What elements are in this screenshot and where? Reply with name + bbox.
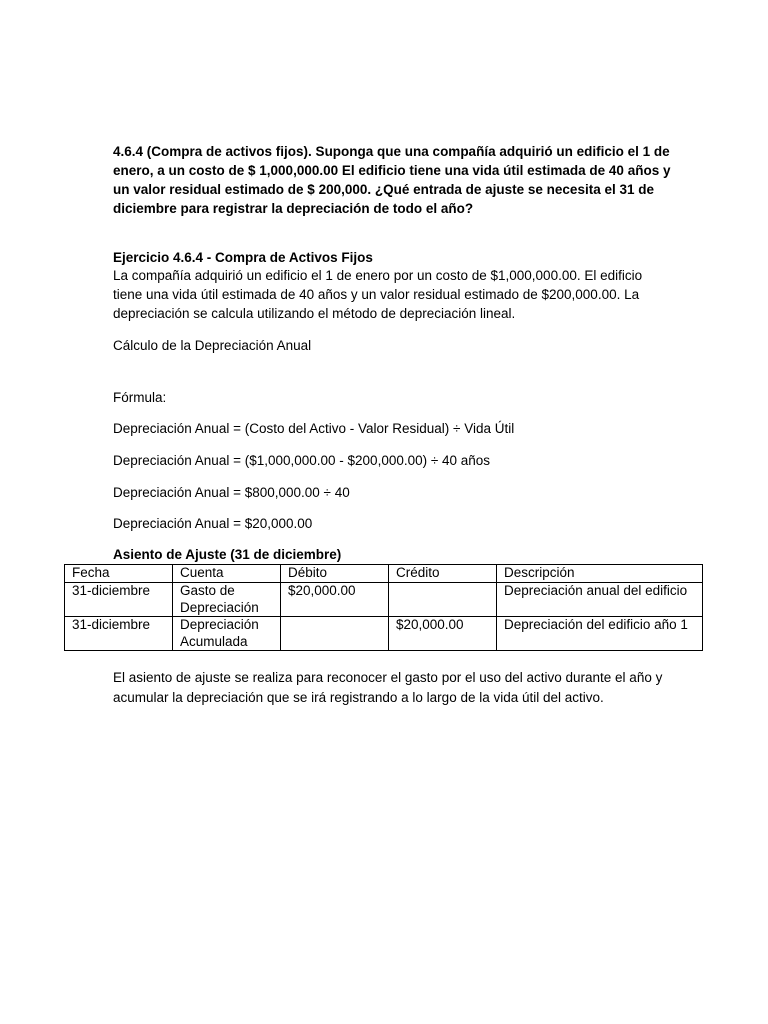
cell-credito <box>389 583 497 617</box>
question-statement: 4.6.4 (Compra de activos fijos). Suponga que una compañía adquirió un edificio el 1 de enero, a un costo de $ 1,000,000.00 El edificio tiene una vida útil estimada de 40 años y un valor residual estimado de $ 200,000. ¿Qué entrada de ajuste se necesita el 31 de diciembre para registrar la depreciación de todo el año? <box>113 144 671 216</box>
cell-cuenta-line: Depreciación <box>180 599 259 615</box>
cell-cuenta-line: Acumulada <box>180 633 248 649</box>
cell-debito: $20,000.00 <box>281 583 389 617</box>
cell-cuenta-line: Depreciación <box>180 617 259 632</box>
exercise-intro: La compañía adquirió un edificio el 1 de enero por un costo de $1,000,000.00. El edificio tiene una vida útil estimada de 40 años y un valor residual estimado de $200,000.00. La depreciación se calcula utilizando el método de depreciación lineal. <box>113 268 643 321</box>
entry-table-title: Asiento de Ajuste (31 de diciembre) <box>113 547 342 562</box>
formula-line: Depreciación Anual = (Costo del Activo - Valor Residual) ÷ Vida Útil <box>113 421 515 436</box>
exercise-title: Ejercicio 4.6.4 - Compra de Activos Fijos <box>113 250 373 265</box>
table-row <box>65 617 703 651</box>
cell-cuenta-line: Gasto de <box>180 583 235 598</box>
header-cuenta: Cuenta <box>173 565 281 583</box>
cell-descripcion: Depreciación anual del edificio <box>497 583 703 617</box>
cell-descripcion: Depreciación del edificio año 1 <box>497 617 703 651</box>
table-header-row <box>65 565 703 583</box>
header-credito: Crédito <box>389 565 497 583</box>
cell-credito: $20,000.00 <box>389 617 497 651</box>
formula-line: Depreciación Anual = $800,000.00 ÷ 40 <box>113 485 350 500</box>
header-debito: Débito <box>281 565 389 583</box>
cell-cuenta <box>173 617 281 651</box>
table-row <box>65 583 703 617</box>
header-descripcion: Descripción <box>497 565 703 583</box>
cell-fecha: 31-diciembre <box>65 583 173 617</box>
formula-label: Fórmula: <box>113 390 167 405</box>
cell-fecha: 31-diciembre <box>65 617 173 651</box>
calculation-title: Cálculo de la Depreciación Anual <box>113 338 312 353</box>
adjusting-entry-table <box>64 564 703 651</box>
cell-cuenta <box>173 583 281 617</box>
closing-paragraph: El asiento de ajuste se realiza para reconocer el gasto por el uso del activo durante el año y acumular la depreciación que se irá registrando a lo largo de la vida útil del activo. <box>113 670 663 705</box>
header-fecha: Fecha <box>65 565 173 583</box>
formula-line: Depreciación Anual = ($1,000,000.00 - $200,000.00) ÷ 40 años <box>113 453 491 468</box>
cell-debito <box>281 617 389 651</box>
formula-line: Depreciación Anual = $20,000.00 <box>113 516 313 531</box>
